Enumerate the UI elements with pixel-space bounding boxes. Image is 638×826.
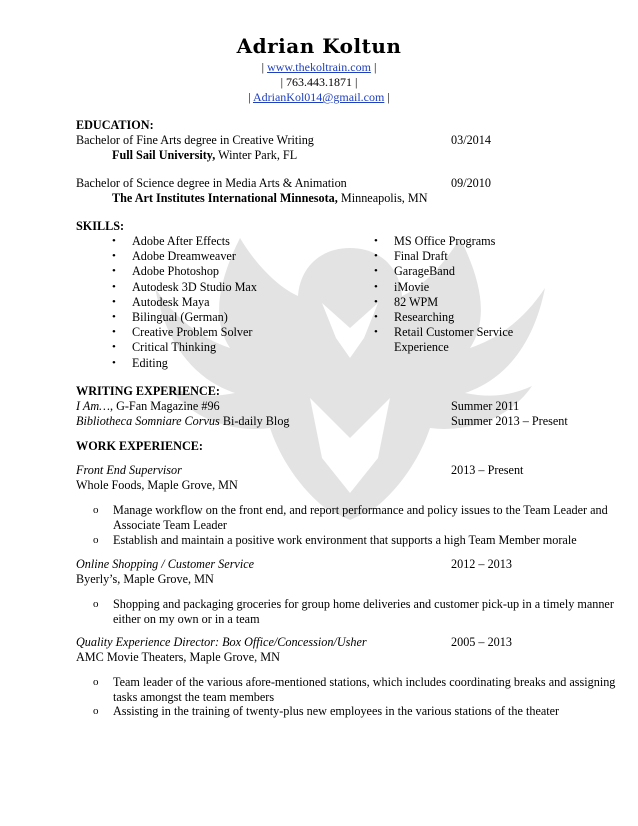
skills-heading: SKILLS: xyxy=(76,219,125,233)
bullet-icon: • xyxy=(112,326,116,339)
writing-date: Summer 2011 xyxy=(451,399,520,413)
job-title: Quality Experience Director: Box Office/Concession/Usher xyxy=(76,635,367,649)
bullet-icon: • xyxy=(112,280,116,293)
writing-date: Summer 2013 – Present xyxy=(451,414,568,428)
job-title: Online Shopping / Customer Service xyxy=(76,557,255,571)
bullet-icon: • xyxy=(112,341,116,354)
skill-label: Researching xyxy=(394,310,455,324)
job-date: 2013 – Present xyxy=(451,463,524,477)
skill-label: MS Office Programs xyxy=(394,234,496,248)
job-bullet-text: Shopping and packaging groceries for group home deliveries and customer pick-up in a timely manner either on my own or in a team xyxy=(113,597,614,626)
separator: | xyxy=(387,90,390,104)
skill-label: Final Draft xyxy=(394,249,448,264)
job-employer: Whole Foods, Maple Grove, MN xyxy=(76,478,238,492)
skill-label: Retail Customer Service xyxy=(394,325,514,340)
separator: | xyxy=(248,90,251,104)
skill-label: 82 WPM xyxy=(394,294,439,309)
education-degree: Bachelor of Science degree in Media Arts & Animation xyxy=(76,176,347,190)
job-date: 2005 – 2013 xyxy=(451,635,512,649)
sub-bullet-icon: o xyxy=(93,598,99,610)
website-link[interactable]: www.thekoltrain.com xyxy=(267,60,371,74)
school-name: Full Sail University, xyxy=(112,148,216,162)
skill-label: Autodesk 3D Studio Max xyxy=(132,279,257,294)
job-bullet-text: Team leader of the various afore-mentioned stations, which includes coordinating breaks and assigning tasks amongst the team members xyxy=(113,675,616,704)
education-school xyxy=(112,191,428,206)
sub-bullet-icon: o xyxy=(93,504,99,516)
job-title: Front End Supervisor xyxy=(76,463,182,477)
sub-bullet-icon: o xyxy=(93,705,99,717)
email-line xyxy=(0,90,638,105)
skill-label: Adobe Dreamweaver xyxy=(132,249,236,264)
bullet-icon: • xyxy=(374,280,378,293)
skill-label: Critical Thinking xyxy=(132,340,217,355)
writing-heading: WRITING EXPERIENCE: xyxy=(76,384,220,398)
job-employer: AMC Movie Theaters, Maple Grove, MN xyxy=(76,650,280,664)
school-name: The Art Institutes International Minnesota, xyxy=(112,191,338,205)
writing-publication: , G-Fan Magazine #96 xyxy=(109,399,220,413)
sub-bullet-icon: o xyxy=(93,534,99,546)
bullet-icon: • xyxy=(374,250,378,263)
school-location: Winter Park, FL xyxy=(215,148,298,162)
sub-bullet-icon: o xyxy=(93,676,99,688)
writing-title: I Am… xyxy=(76,399,110,413)
applicant-name: Adrian Koltun xyxy=(236,34,402,58)
bullet-icon: • xyxy=(374,326,378,339)
job-bullet-text: Manage workflow on the front end, and report performance and policy issues to the Team Leader and Associate Team Leader xyxy=(113,503,608,532)
bullet-icon: • xyxy=(112,250,116,263)
education-degree: Bachelor of Fine Arts degree in Creative Writing xyxy=(76,133,314,147)
job-date: 2012 – 2013 xyxy=(451,557,512,571)
bullet-icon: • xyxy=(112,311,116,323)
email-link[interactable]: AdrianKol014@gmail.com xyxy=(252,90,385,104)
website-line xyxy=(0,60,638,75)
skill-label: Bilingual (German) xyxy=(132,310,228,324)
bullet-icon: • xyxy=(112,265,116,278)
bullet-icon: • xyxy=(112,356,116,369)
skill-label: Autodesk Maya xyxy=(132,294,210,309)
skill-label: Adobe After Effects xyxy=(132,234,230,248)
writing-item xyxy=(76,399,220,414)
skill-label: iMovie xyxy=(394,279,430,294)
job-employer: Byerly’s, Maple Grove, MN xyxy=(76,572,214,586)
writing-publication: Bi-daily Blog xyxy=(219,414,290,428)
bullet-icon: • xyxy=(374,265,378,278)
skill-label: Adobe Photoshop xyxy=(132,264,220,279)
skill-label: Experience xyxy=(394,340,449,355)
education-date: 03/2014 xyxy=(451,133,491,147)
bullet-icon: • xyxy=(374,311,378,323)
education-heading: EDUCATION: xyxy=(76,118,154,132)
skill-label: GarageBand xyxy=(394,264,455,279)
job-bullet-text: Establish and maintain a positive work environment that supports a high Team Member morale xyxy=(113,533,577,547)
bullet-icon: • xyxy=(112,235,116,247)
phone-line: | 763.443.1871 | xyxy=(280,75,358,89)
skill-label: Creative Problem Solver xyxy=(132,325,253,340)
work-heading: WORK EXPERIENCE: xyxy=(76,439,203,453)
bullet-icon: • xyxy=(374,235,378,247)
bullet-icon: • xyxy=(112,295,116,308)
school-location: Minneapolis, MN xyxy=(337,191,428,205)
skill-label: Editing xyxy=(132,355,168,370)
education-school xyxy=(112,148,297,163)
separator: | xyxy=(373,60,377,74)
education-date: 09/2010 xyxy=(451,176,491,190)
writing-title: Bibliotheca Somniare Corvus xyxy=(76,414,220,428)
separator: | xyxy=(261,60,265,74)
job-bullet-text: Assisting in the training of twenty-plus new employees in the various stations of the theater xyxy=(113,704,560,718)
writing-item xyxy=(76,414,290,429)
bullet-icon: • xyxy=(374,295,378,308)
